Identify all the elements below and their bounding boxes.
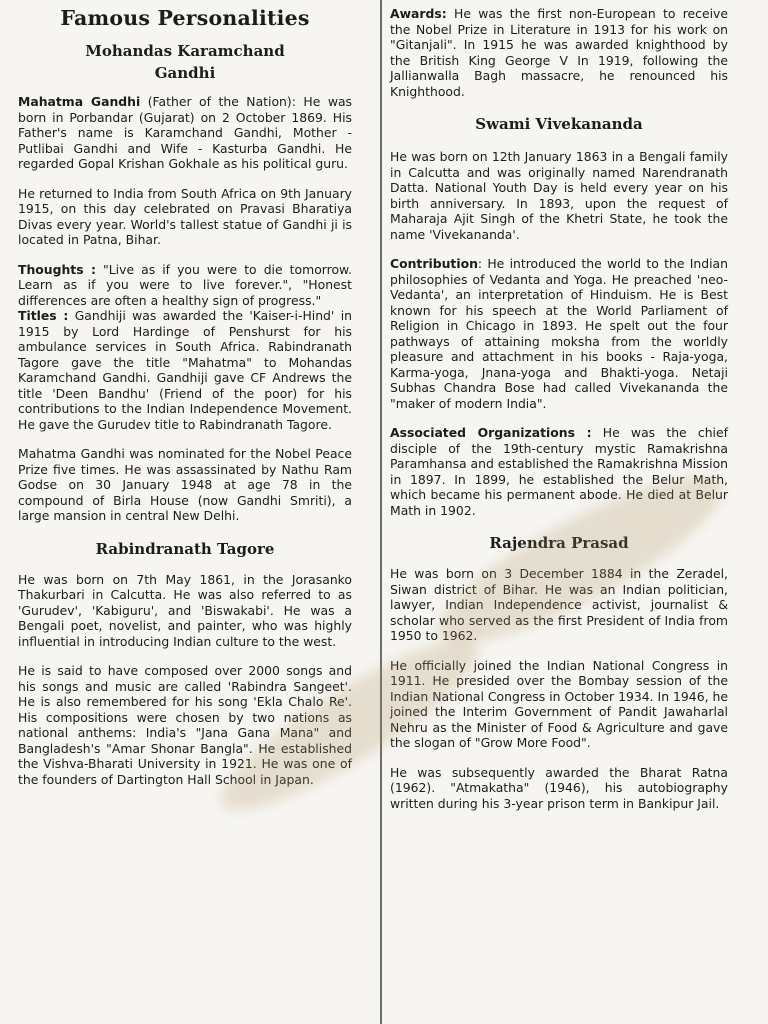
prasad-paragraph-1: He was born on 3 December 1884 in the Zeradel, Siwan district of Bihar. He was an Indian politician, lawyer, Indian Independence activist, journalist & scholar who served as the first President of India from 1950 to 1962. <box>390 566 728 643</box>
awards-lead: Awards: <box>390 6 447 21</box>
thoughts-text: "Live as if you were to die tomorrow. Learn as if you were to live forever.", "Honest differences are often a healthy sign of progress." <box>18 261 352 308</box>
gandhi-paragraph-1-text: (Father of the Nation): He was born in Porbandar (Gujarat) on 2 October 1869. His Father's name is Karamchand Gandhi, Mother - Putlibai Gandhi and Wife - Kasturba Gandhi. He regarded Gopal Krishan Gokhale as his political guru. <box>18 94 352 171</box>
titles-lead: Titles : <box>18 308 69 323</box>
vivekananda-contribution <box>390 256 728 411</box>
contribution-lead: Contribution <box>390 256 478 271</box>
contribution-text: : He introduced the world to the Indian philosophies of Vedanta and Yoga. He preached 'neo-Vedanta', an interpretation of Hinduism. He is Best known for his speech at the World Parliament of Religion in Chicago in 1893. He spelt out the four pathways of attaining moksha from the worldly pleasure and attachment in his books - Raja-yoga, Karma-yoga, Jnana-yoga and Bhakti-yoga. Netaji Subhas Chandra Bose had called Vivekananda the "maker of modern India". <box>390 256 728 411</box>
organizations-lead: Associated Organizations : <box>390 425 592 440</box>
heading-tagore: Rabindranath Tagore <box>95 539 275 558</box>
titles-text: Gandhiji was awarded the 'Kaiser-i-Hind' in 1915 by Lord Hardinge of Penshurst for his ambulance services in South Africa. Rabindranath Tagore gave the title "Mahatma" to Mohandas Karamchand Gandhi. Gandhiji gave CF Andrews the title 'Deen Bandhu' (Friend of the poor) for his contributions to the Indian Independence Movement. He gave the Gurudev title to Rabindranath Tagore. <box>18 308 352 432</box>
prasad-paragraph-3: He was subsequently awarded the Bharat Ratna (1962). "Atmakatha" (1946), his autobiography written during his 3-year prison term in Bankipur Jail. <box>390 764 728 811</box>
awards-text: He was the first non-European to receive the Nobel Prize in Literature in 1913 for his work on "Gitanjali". In 1915 he was awarded knighthood by the British King George V In 1919, following the Jallianwalla Bagh massacre, he renounced his Knighthood. <box>390 6 728 99</box>
gandhi-paragraph-2: He returned to India from South Africa on 9th January 1915, on this day celebrated on Pravasi Bharatiya Divas every year. World's tallest statue of Gandhi ji is located in Patna, Bihar. <box>18 185 352 247</box>
page-title: Famous Personalities <box>60 6 310 30</box>
heading-gandhi-line1: Mohandas Karamchand <box>85 42 285 60</box>
gandhi-paragraph-5: Mahatma Gandhi was nominated for the Nobel Peace Prize five times. He was assassinated by Nathu Ram Godse on 30 January 1948 at age 78 in the compound of Birla House (now Gandhi Smriti), a large mansion in central New Delhi. <box>18 446 352 523</box>
right-column <box>390 0 728 825</box>
tagore-paragraph-2: He is said to have composed over 2000 songs and his songs and music are called 'Rabindra Sangeet'. He is also remembered for his song 'Ekla Chalo Re'. His compositions were chosen by two nations as national anthems: India's "Jana Gana Mana" and Bangladesh's "Amar Shonar Bangla". He established the Vishva-Bharati University in 1921. He was one of the founders of Dartington Hall School in Japan. <box>18 663 352 787</box>
heading-vivekananda: Swami Vivekananda <box>475 115 643 133</box>
gandhi-titles <box>18 308 352 432</box>
heading-gandhi <box>18 40 352 84</box>
left-column <box>18 0 352 801</box>
organizations-text: He was the chief disciple of the 19th-century mystic Ramakrishna Paramhansa and established the Ramakrishna Mission in 1897. In 1899, he established the Belur Math, which became his permanent abode. He died at Belur Math in 1902. <box>390 425 729 518</box>
heading-gandhi-line2: Gandhi <box>154 64 216 82</box>
gandhi-thoughts <box>18 262 352 309</box>
vivekananda-paragraph-1: He was born on 12th January 1863 in a Bengali family in Calcutta and was originally named Narendranath Datta. National Youth Day is held every year on his birth anniversary. In 1893, upon the request of Maharaja Ajit Singh of the Khetri State, he took the name 'Vivekananda'. <box>390 149 728 242</box>
heading-prasad: Rajendra Prasad <box>489 534 629 552</box>
vivekananda-organizations <box>390 425 728 518</box>
prasad-paragraph-2: He officially joined the Indian National Congress in 1911. He presided over the Bombay session of the Indian National Congress in October 1934. In 1946, he joined the Interim Government of Pandit Jawaharlal Nehru as the Minister of Food & Agriculture and gave the slogan of "Grow More Food". <box>390 657 728 750</box>
tagore-paragraph-1: He was born on 7th May 1861, in the Jorasanko Thakurbari in Calcutta. He was also referred to as 'Gurudev', 'Kabiguru', and 'Biswakabi'. He was a Bengali poet, novelist, and painter, who was highly influential in introducing Indian culture to the west. <box>18 571 352 649</box>
column-divider <box>380 0 382 1024</box>
thoughts-lead: Thoughts : <box>18 261 96 277</box>
gandhi-paragraph-1 <box>18 94 352 172</box>
gandhi-lead: Mahatma Gandhi <box>18 94 141 109</box>
tagore-awards <box>390 6 728 99</box>
